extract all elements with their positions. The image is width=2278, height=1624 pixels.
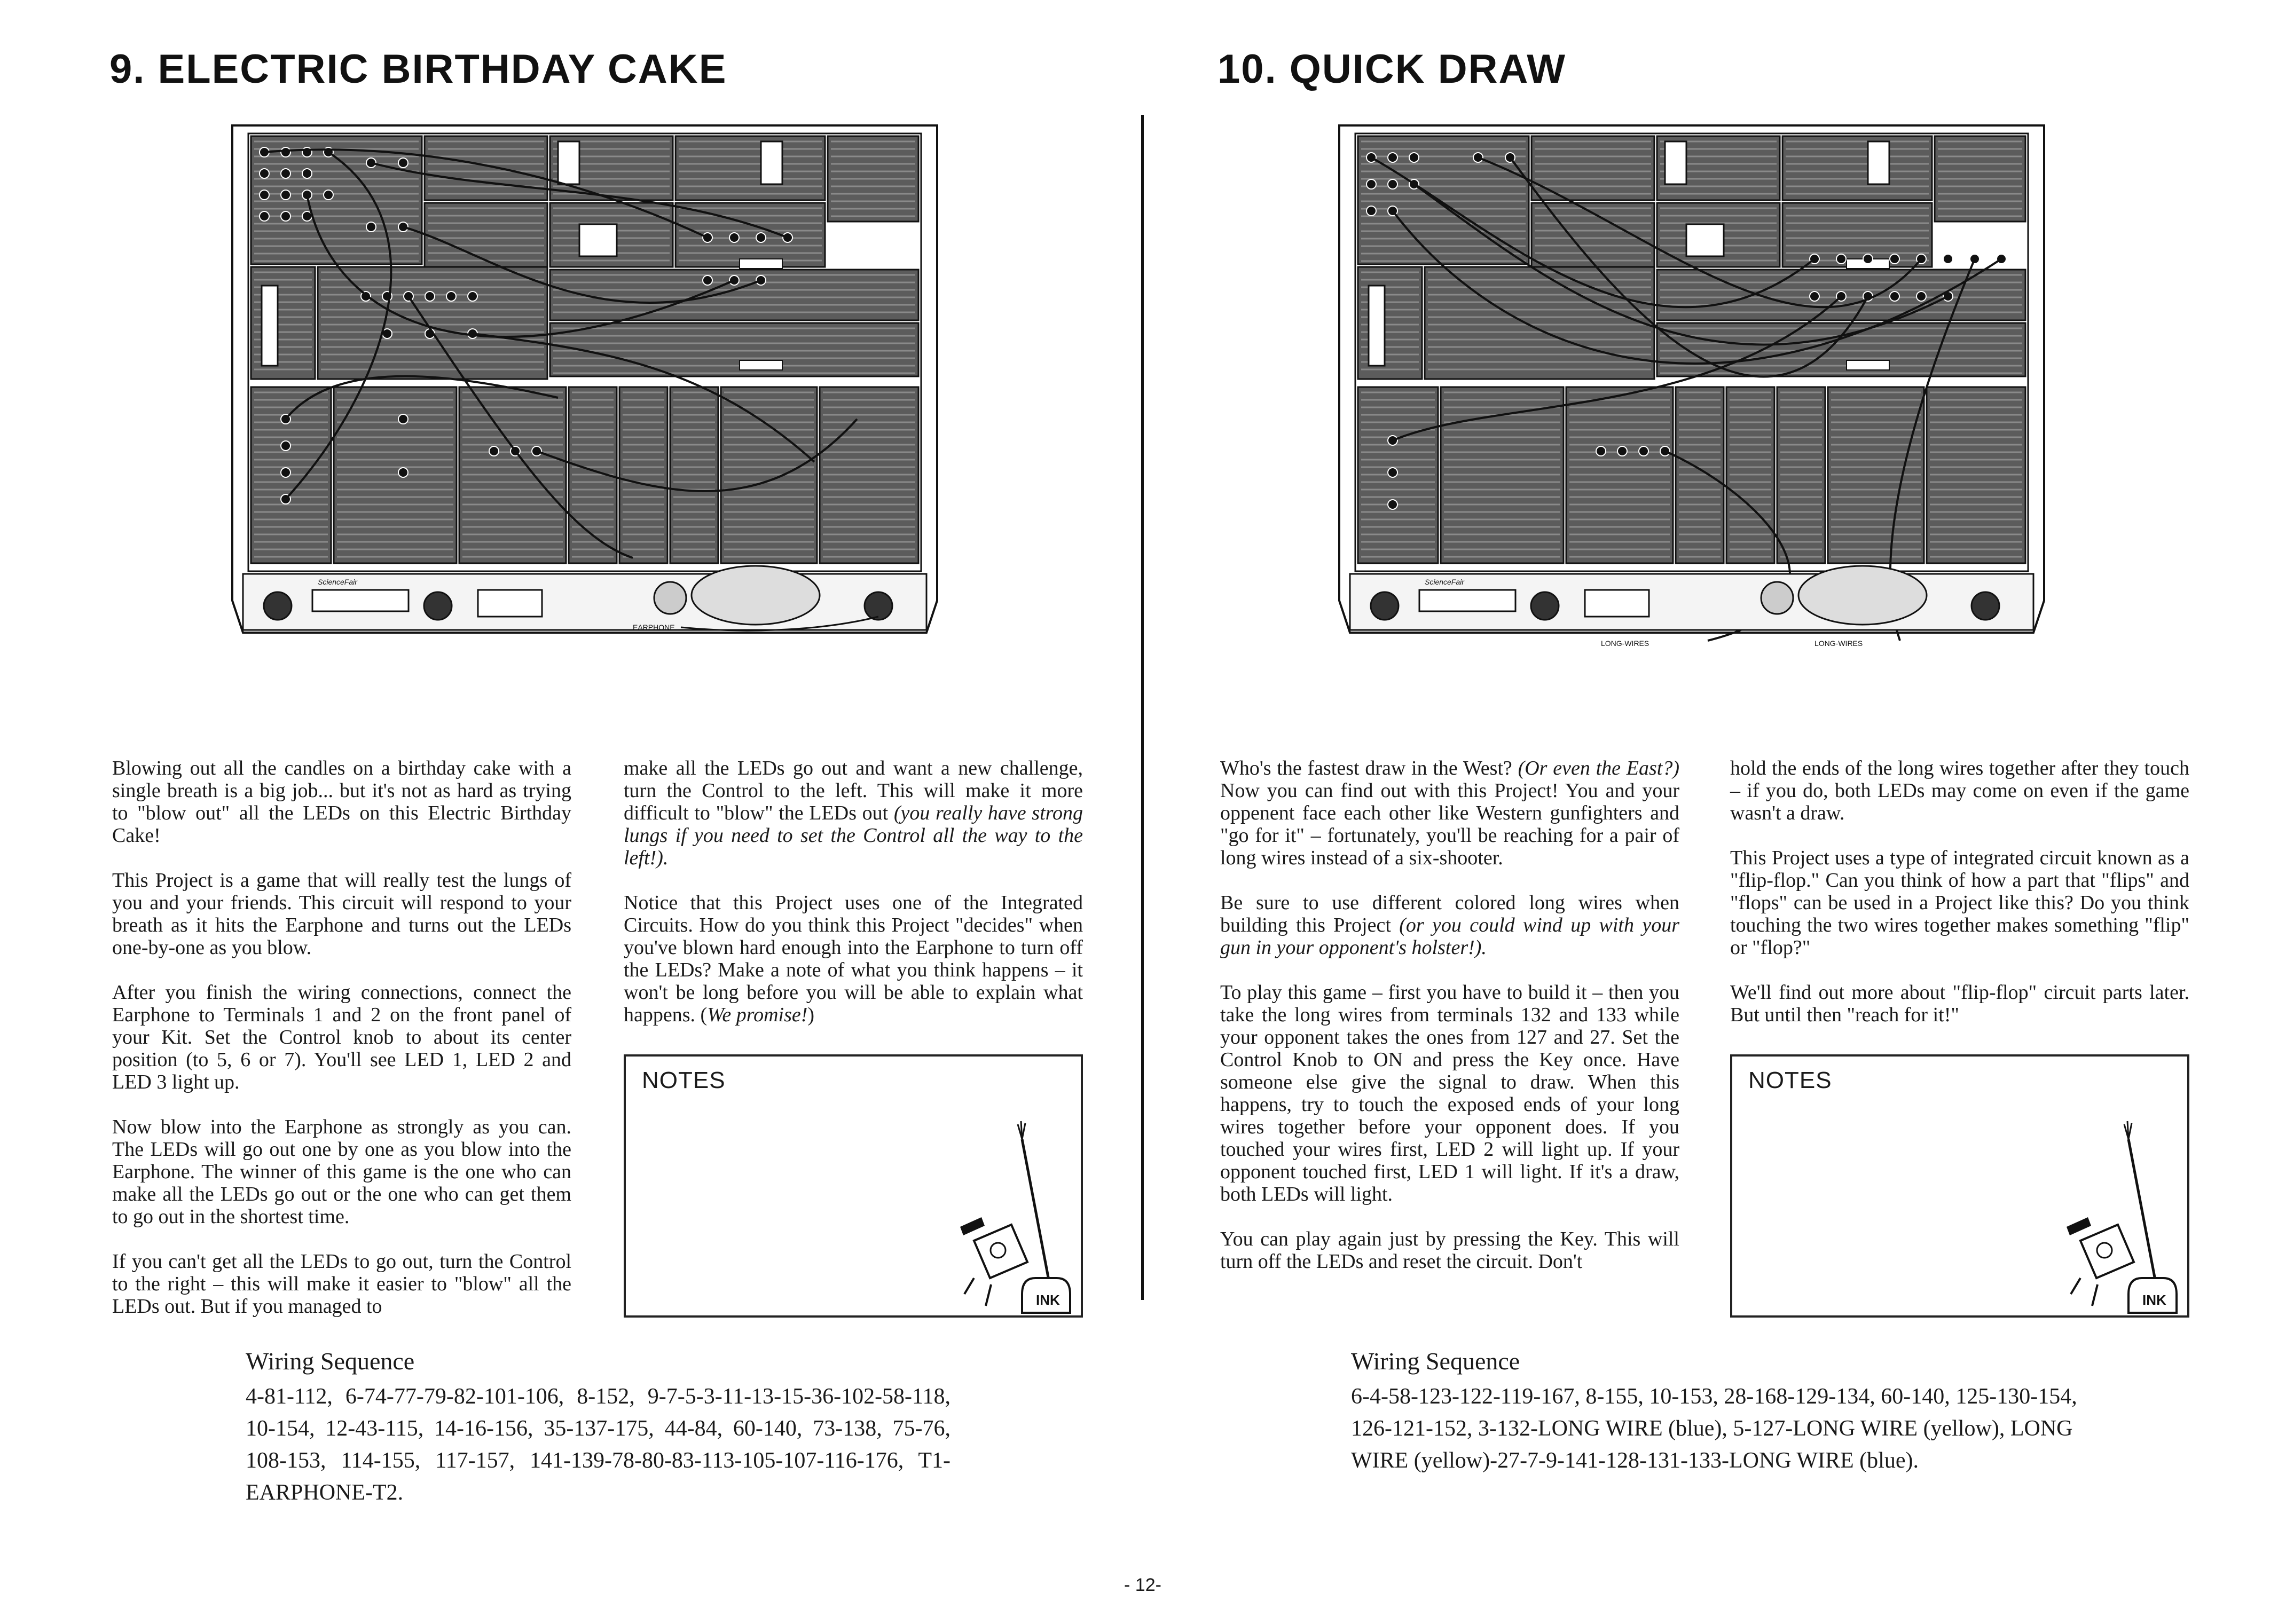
terminal-spring bbox=[1890, 291, 1899, 301]
terminal-spring bbox=[1836, 254, 1846, 264]
terminal-spring bbox=[260, 211, 269, 221]
long-wires-label: LONG-WIRES bbox=[1601, 639, 1649, 648]
paragraph: Blowing out all the candles on a birthday cake with a single breath is a big job... but it's not as hard as trying to "blow out" all the LEDs on this Electric Birthday Cake! bbox=[112, 757, 571, 847]
terminal-spring bbox=[446, 291, 456, 301]
terminal-spring bbox=[281, 441, 290, 451]
terminal-spring bbox=[1916, 291, 1926, 301]
text-run: Who's the fastest draw in the West? bbox=[1220, 757, 1518, 779]
paragraph bbox=[1220, 892, 1679, 959]
terminal-spring bbox=[1863, 254, 1873, 264]
terminal-spring bbox=[703, 275, 712, 285]
component-panel bbox=[550, 323, 918, 376]
text-run: Now you can find out with this Project! You and your oppenent face each other like Western gunfighters and "go for it" – fortunately, you'll be reaching for a pair of long wires instead of a six-shooter. bbox=[1220, 779, 1679, 869]
wiring-title: Wiring Sequence bbox=[246, 1347, 415, 1375]
text-run-italic: (Or even the East?) bbox=[1518, 757, 1679, 779]
text-run: make all the LEDs go out and want a new challenge, turn the Control to the left. This will make it more difficult to "blow" the LEDs out bbox=[624, 757, 1083, 824]
earphone-label: EARPHONE bbox=[633, 623, 675, 632]
brand-logo-text: ScienceFair bbox=[1425, 578, 1464, 586]
terminal-spring bbox=[398, 414, 408, 424]
terminal-spring bbox=[281, 169, 290, 178]
text-run: Be sure to use different colored long wires when building this Project bbox=[1220, 892, 1679, 936]
ink-pen-mascot-icon bbox=[942, 1118, 1081, 1315]
key-switch bbox=[1585, 590, 1649, 617]
paragraph bbox=[624, 757, 1083, 869]
terminal-spring bbox=[1366, 206, 1376, 216]
transformer bbox=[1665, 141, 1686, 184]
text-run-italic: (or you could wind up with your gun in your opponent's holster!). bbox=[1220, 914, 1679, 959]
paragraph: You can play again just by pressing the Key. This will turn off the LEDs and reset the circuit. Don't bbox=[1220, 1228, 1679, 1273]
component-panel bbox=[675, 136, 825, 200]
transformer bbox=[1868, 141, 1889, 184]
terminal-knob bbox=[1371, 592, 1399, 620]
terminal-spring bbox=[281, 211, 290, 221]
speaker-grille bbox=[1798, 566, 1927, 625]
transformer bbox=[558, 141, 579, 184]
project-10-kit-diagram bbox=[1334, 120, 2049, 665]
wiring-text: 4-81-112, 6-74-77-79-82-101-106, 8-152, 9-7-5-3-11-13-15-36-102-58-118, 10-154, 12-43-115, 14-16-156, 35-137-175, 44-84, 60-140, 73-138, 75-76, 108-153, 114-155, 117-157, 141-139-78-80-83-113-105-107-116-176, T1-EARPHONE-T2. bbox=[246, 1384, 951, 1505]
terminal-spring bbox=[1943, 254, 1953, 264]
notes-label: NOTES bbox=[642, 1067, 726, 1093]
slide-switch bbox=[262, 286, 278, 366]
kit-board-illustration bbox=[1334, 120, 2049, 665]
page-divider bbox=[1141, 115, 1144, 1300]
component-panel bbox=[675, 203, 825, 267]
ink-label: INK bbox=[1036, 1292, 1060, 1308]
text-run-italic: We promise! bbox=[707, 1004, 808, 1026]
led-display-window bbox=[1419, 590, 1515, 611]
resistor bbox=[740, 259, 782, 269]
transistor-socket bbox=[1686, 224, 1724, 256]
terminal-knob bbox=[1971, 592, 1999, 620]
paragraph: We'll find out more about "flip-flop" circuit parts later. But until then "reach for it!" bbox=[1730, 981, 2189, 1026]
project-9-column-1 bbox=[112, 757, 571, 1340]
brand-logo-text: ScienceFair bbox=[318, 578, 357, 586]
text-run: ) bbox=[807, 1004, 815, 1026]
notes-box bbox=[624, 1054, 1083, 1318]
project-9-wiring-sequence bbox=[246, 1345, 951, 1509]
text-run: Notice that this Project uses one of the Integrated Circuits. How do you think this Project "decides" when you've blown hard enough into the Earphone to turn off the LEDs? Make a note of what you think happens – it won't be long before you will be able to explain what happens. ( bbox=[624, 892, 1083, 1026]
component-panel bbox=[425, 136, 547, 200]
paragraph: After you finish the wiring connections, connect the Earphone to Terminals 1 and 2 on the front panel of your Kit. Set the Control knob to about its center position (to 5, 6 or 7). You'll see LED 1, LED 2 and LED 3 light up. bbox=[112, 981, 571, 1093]
project-10-title: 10. QUICK DRAW bbox=[1217, 46, 1566, 92]
transformer bbox=[761, 141, 782, 184]
component-panel bbox=[1782, 136, 1932, 200]
terminal-spring bbox=[281, 147, 290, 157]
page-number: - 12- bbox=[1124, 1575, 1161, 1595]
terminal-spring bbox=[468, 291, 477, 301]
terminal-spring bbox=[729, 233, 739, 242]
paragraph: This Project uses a type of integrated circuit known as a "flip-flop." Can you think of how a part that "flips" and "flops" can be used in a Project like this? Do you think touching the two wires together makes something "flip" or "flop?" bbox=[1730, 847, 2189, 959]
terminal-spring bbox=[756, 233, 766, 242]
terminal-spring bbox=[260, 190, 269, 200]
terminal-spring bbox=[1388, 153, 1397, 162]
terminal-knob bbox=[264, 592, 292, 620]
terminal-spring bbox=[1639, 446, 1648, 456]
terminal-spring bbox=[1366, 179, 1376, 189]
terminal-spring bbox=[1890, 254, 1899, 264]
terminal-spring bbox=[281, 468, 290, 477]
paragraph: To play this game – first you have to build it – then you take the long wires from terminals 132 and 133 while your opponent takes the ones from 127 and 27. Set the Control Knob to ON and press the Key once. Have someone else give the signal to draw. When this happens, try to touch the exposed ends of your long wires together before your opponent does. If you touched your wires first, LED 2 will light up. If your opponent touched first, LED 1 will light. If it's a draw, both LEDs will light. bbox=[1220, 981, 1679, 1205]
terminal-spring bbox=[366, 222, 376, 232]
terminal-spring bbox=[398, 158, 408, 168]
terminal-spring bbox=[1388, 500, 1397, 509]
terminal-knob bbox=[424, 592, 452, 620]
paragraph: Now blow into the Earphone as strongly as you can. The LEDs will go out one by one as you blow into the Earphone. The winner of this game is the one who can make all the LEDs go out or the one who can get them to go out in the shortest time. bbox=[112, 1116, 571, 1228]
terminal-spring bbox=[260, 169, 269, 178]
project-10-column-2 bbox=[1730, 757, 2189, 1048]
kit-board-illustration bbox=[227, 120, 942, 665]
ink-label: INK bbox=[2142, 1292, 2166, 1308]
terminal-spring bbox=[398, 468, 408, 477]
notes-label: NOTES bbox=[1748, 1067, 1832, 1093]
text-run-italic: (you really have strong lungs if you need to set the Control all the way to the left!). bbox=[624, 802, 1083, 869]
control-knob bbox=[654, 582, 686, 614]
component-panel bbox=[1782, 203, 1932, 267]
control-knob bbox=[1761, 582, 1793, 614]
project-10-column-1 bbox=[1220, 757, 1679, 1295]
paragraph: If you can't get all the LEDs to go out, turn the Control to the right – this will make it easier to "blow" all the LEDs out. But if you managed to bbox=[112, 1250, 571, 1318]
component-panel bbox=[1358, 136, 1529, 264]
resistor bbox=[740, 360, 782, 370]
component-panel bbox=[1657, 323, 2025, 376]
terminal-spring bbox=[489, 446, 499, 456]
led-display-window bbox=[312, 590, 409, 611]
ink-pen-mascot-icon bbox=[2048, 1118, 2187, 1315]
terminal-spring bbox=[1388, 179, 1397, 189]
resistor bbox=[1847, 360, 1889, 370]
paragraph bbox=[1220, 757, 1679, 869]
terminal-spring bbox=[1409, 153, 1419, 162]
long-wires-label: LONG-WIRES bbox=[1814, 639, 1863, 648]
terminal-spring bbox=[1810, 291, 1819, 301]
key-switch bbox=[478, 590, 542, 617]
speaker-grille bbox=[692, 566, 820, 625]
transistor-socket bbox=[579, 224, 617, 256]
paragraph bbox=[624, 892, 1083, 1026]
terminal-spring bbox=[281, 190, 290, 200]
terminal-spring bbox=[1596, 446, 1606, 456]
project-10-wiring-sequence bbox=[1351, 1345, 2088, 1477]
terminal-knob bbox=[865, 592, 892, 620]
terminal-spring bbox=[425, 291, 435, 301]
terminal-knob bbox=[1531, 592, 1559, 620]
project-9-kit-diagram bbox=[227, 120, 942, 665]
terminal-spring bbox=[324, 190, 333, 200]
project-9-column-2 bbox=[624, 757, 1083, 1048]
component-panel bbox=[251, 136, 422, 264]
project-9-title: 9. ELECTRIC BIRTHDAY CAKE bbox=[109, 46, 727, 92]
slide-switch bbox=[1369, 286, 1385, 366]
component-panel bbox=[425, 203, 547, 267]
terminal-spring bbox=[302, 169, 312, 178]
wiring-title: Wiring Sequence bbox=[1351, 1347, 1520, 1375]
terminal-spring bbox=[1617, 446, 1627, 456]
paragraph: This Project is a game that will really test the lungs of you and your friends. This circuit will respond to your breath as it hits the Earphone and turns out the LEDs one-by-one as you blow. bbox=[112, 869, 571, 959]
paragraph: hold the ends of the long wires together after they touch – if you do, both LEDs may come on even if the game wasn't a draw. bbox=[1730, 757, 2189, 824]
wiring-text: 6-4-58-123-122-119-167, 8-155, 10-153, 28-168-129-134, 60-140, 125-130-154, 126-121-152, 3-132-LONG WIRE (blue), 5-127-LONG WIRE (yellow), LONG WIRE (yellow)-27-7-9-141-128-131-133-LONG WIRE (blue). bbox=[1351, 1384, 2077, 1473]
terminal-spring bbox=[1388, 468, 1397, 477]
notes-box bbox=[1730, 1054, 2189, 1318]
